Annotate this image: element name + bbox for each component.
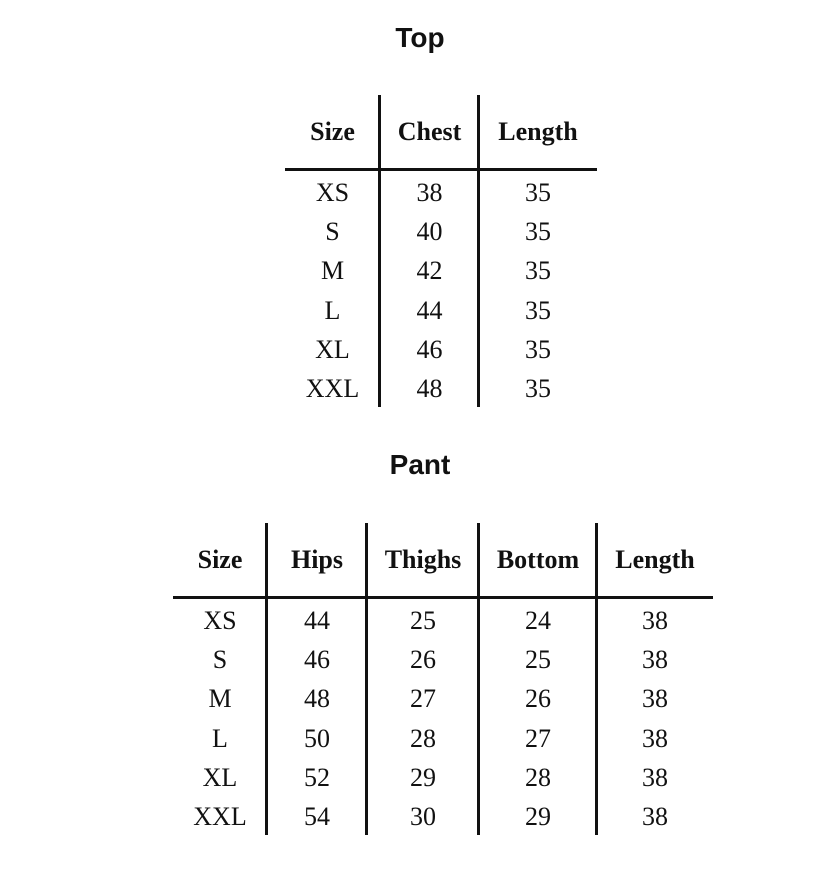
measurement-cell: 29 xyxy=(410,762,436,792)
measurement-cell: 38 xyxy=(416,178,443,207)
measurement-cell: 46 xyxy=(304,645,330,675)
measurement-cell: 35 xyxy=(525,178,551,207)
measurement-cell: 26 xyxy=(410,645,436,675)
measurement-cell: 48 xyxy=(416,374,443,403)
measurement-cell: 30 xyxy=(410,802,436,831)
measurement-cell: 29 xyxy=(525,802,551,831)
top-size-table xyxy=(285,95,597,407)
measurement-cell: 35 xyxy=(525,295,551,325)
size-label-cell: L xyxy=(324,295,341,325)
size-label-cell: XL xyxy=(202,762,238,792)
measurement-cell: 25 xyxy=(525,645,551,675)
measurement-cell: 27 xyxy=(410,684,436,714)
size-label-cell: S xyxy=(325,217,340,247)
size-label-cell: S xyxy=(212,645,228,675)
column-header: Chest xyxy=(397,117,462,146)
measurement-cell: 38 xyxy=(642,723,668,753)
measurement-cell: 26 xyxy=(525,684,551,714)
measurement-cell: 38 xyxy=(642,802,668,831)
measurement-cell: 38 xyxy=(642,684,668,714)
measurement-cell: 50 xyxy=(304,723,330,753)
measurement-cell: 52 xyxy=(304,762,330,792)
measurement-cell: 25 xyxy=(410,606,436,635)
measurement-cell: 28 xyxy=(410,723,436,753)
column-header: Size xyxy=(197,545,243,574)
size-label-cell: M xyxy=(208,684,232,714)
measurement-cell: 24 xyxy=(525,606,551,635)
column-header: Bottom xyxy=(496,545,580,574)
measurement-cell: 44 xyxy=(304,606,330,635)
measurement-cell: 28 xyxy=(525,762,551,792)
size-label-cell: M xyxy=(320,256,345,286)
header-divider xyxy=(173,596,713,599)
measurement-cell: 48 xyxy=(304,684,330,714)
header-divider xyxy=(285,168,597,171)
pant-size-table xyxy=(173,523,713,835)
measurement-cell: 35 xyxy=(525,334,551,364)
measurement-cell: 35 xyxy=(525,256,551,286)
measurement-cell: 40 xyxy=(416,217,443,247)
measurement-cell: 44 xyxy=(416,295,443,325)
size-label-cell: XS xyxy=(315,178,350,207)
column-header: Length xyxy=(498,117,578,146)
measurement-cell: 54 xyxy=(304,802,330,831)
size-label-cell: XL xyxy=(315,334,350,364)
size-label-cell: L xyxy=(212,723,228,753)
column-header: Hips xyxy=(290,545,344,574)
measurement-cell: 35 xyxy=(525,374,551,403)
column-header: Thighs xyxy=(384,545,462,574)
size-label-cell: XXL xyxy=(305,374,360,403)
top-title: Top xyxy=(395,22,445,53)
measurement-cell: 38 xyxy=(642,762,668,792)
measurement-cell: 38 xyxy=(642,645,668,675)
measurement-cell: 42 xyxy=(416,256,443,286)
measurement-cell: 27 xyxy=(525,723,551,753)
size-label-cell: XXL xyxy=(193,802,247,831)
column-header: Size xyxy=(310,117,355,146)
column-header: Length xyxy=(615,545,695,574)
measurement-cell: 46 xyxy=(416,334,443,364)
pant-title: Pant xyxy=(389,449,451,480)
measurement-cell: 38 xyxy=(642,606,668,635)
size-label-cell: XS xyxy=(203,606,237,635)
measurement-cell: 35 xyxy=(525,217,551,247)
